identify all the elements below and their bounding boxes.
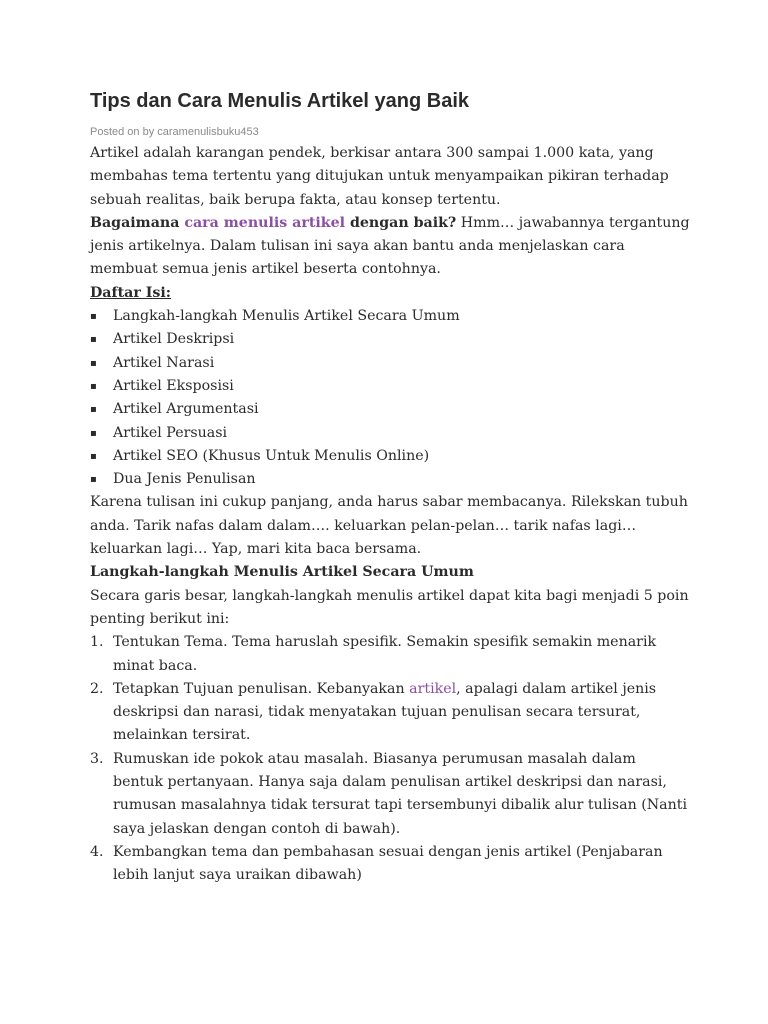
article-body xyxy=(90,142,690,888)
closing-paragraph: Karena tulisan ini cukup panjang, anda harus sabar membacanya. Rilekskan tubuh anda. Tarik nafas dalam dalam…. keluarkan pelan-pelan… tarik nafas lagi… keluarkan lagi… Yap, mari kita baca bersama. xyxy=(90,494,688,558)
square-bullet-icon: ▪ xyxy=(90,311,97,323)
step-item: 1. Tentukan Tema. Tema haruslah spesifik. Semakin spesifik semakin menarik minat baca. xyxy=(90,631,690,678)
square-bullet-icon: ▪ xyxy=(90,450,97,462)
toc-item[interactable]: ▪ Dua Jenis Penulisan xyxy=(90,468,690,491)
square-bullet-icon: ▪ xyxy=(90,404,97,416)
question-bold-end: dengan baik? xyxy=(345,214,457,231)
section-intro: Secara garis besar, langkah-langkah menulis artikel dapat kita bagi menjadi 5 poin penting berikut ini: xyxy=(90,587,689,627)
steps-list xyxy=(90,631,690,887)
square-bullet-icon: ▪ xyxy=(90,334,97,346)
toc-item[interactable]: ▪ Artikel SEO (Khusus Untuk Menulis Online) xyxy=(90,445,690,468)
toc-item[interactable]: ▪ Artikel Persuasi xyxy=(90,422,690,445)
step-number: 3. xyxy=(90,750,104,767)
step-item: 3. Rumuskan ide pokok atau masalah. Biasanya perumusan masalah dalam bentuk pertanyaan. Hanya saja dalam penulisan artikel deskripsi dan narasi, rumusan masalahnya tidak tersurat tapi tersembunyi dibalik alur tulisan (Nanti saya jelaskan dengan contoh di bawah). xyxy=(90,748,690,841)
toc-item[interactable]: ▪ Artikel Narasi xyxy=(90,352,690,375)
toc-item[interactable]: ▪ Artikel Eksposisi xyxy=(90,375,690,398)
question-bold-start: Bagaimana xyxy=(90,214,185,231)
article-title: Tips dan Cara Menulis Artikel yang Baik xyxy=(90,90,470,112)
question-rest: Hmm… jawabannya tergantung jenis artikelnya. Dalam tulisan ini saya akan bantu anda menjelaskan cara membuat semua jenis artikel beserta contohnya. xyxy=(90,214,690,278)
step-item: 2. Tetapkan Tujuan penulisan. Kebanyakan artikel, apalagi dalam artikel jenis deskripsi dan narasi, tidak menyatakan tujuan penulisan secara tersurat, melainkan tersirat. xyxy=(90,678,690,748)
toc-item[interactable]: ▪ Langkah-langkah Menulis Artikel Secara Umum xyxy=(90,305,690,328)
toc-heading: Daftar Isi: xyxy=(90,284,172,301)
square-bullet-icon: ▪ xyxy=(90,380,97,392)
step-number: 2. xyxy=(90,680,104,697)
square-bullet-icon: ▪ xyxy=(90,357,97,369)
square-bullet-icon: ▪ xyxy=(90,474,97,486)
step-number: 1. xyxy=(90,634,104,651)
toc-item[interactable]: ▪ Artikel Argumentasi xyxy=(90,398,690,421)
cara-menulis-artikel-link[interactable]: cara menulis artikel xyxy=(184,214,346,231)
table-of-contents xyxy=(90,305,690,491)
post-meta: Posted on by caramenulisbuku453 xyxy=(90,126,259,138)
artikel-link[interactable]: artikel xyxy=(409,680,457,697)
section-heading: Langkah-langkah Menulis Artikel Secara Umum xyxy=(90,564,474,581)
intro-paragraph: Artikel adalah karangan pendek, berkisar antara 300 sampai 1.000 kata, yang membahas tema tertentu yang ditujukan untuk menyampaikan pikiran terhadap sebuah realitas, baik berupa fakta, atau konsep tertentu. xyxy=(90,145,669,208)
step-item: 4. Kembangkan tema dan pembahasan sesuai dengan jenis artikel (Penjabaran lebih lanjut saya uraikan dibawah) xyxy=(90,841,690,888)
question-paragraph xyxy=(90,212,690,282)
toc-item[interactable]: ▪ Artikel Deskripsi xyxy=(90,328,690,351)
square-bullet-icon: ▪ xyxy=(90,427,97,439)
step-number: 4. xyxy=(90,843,104,860)
